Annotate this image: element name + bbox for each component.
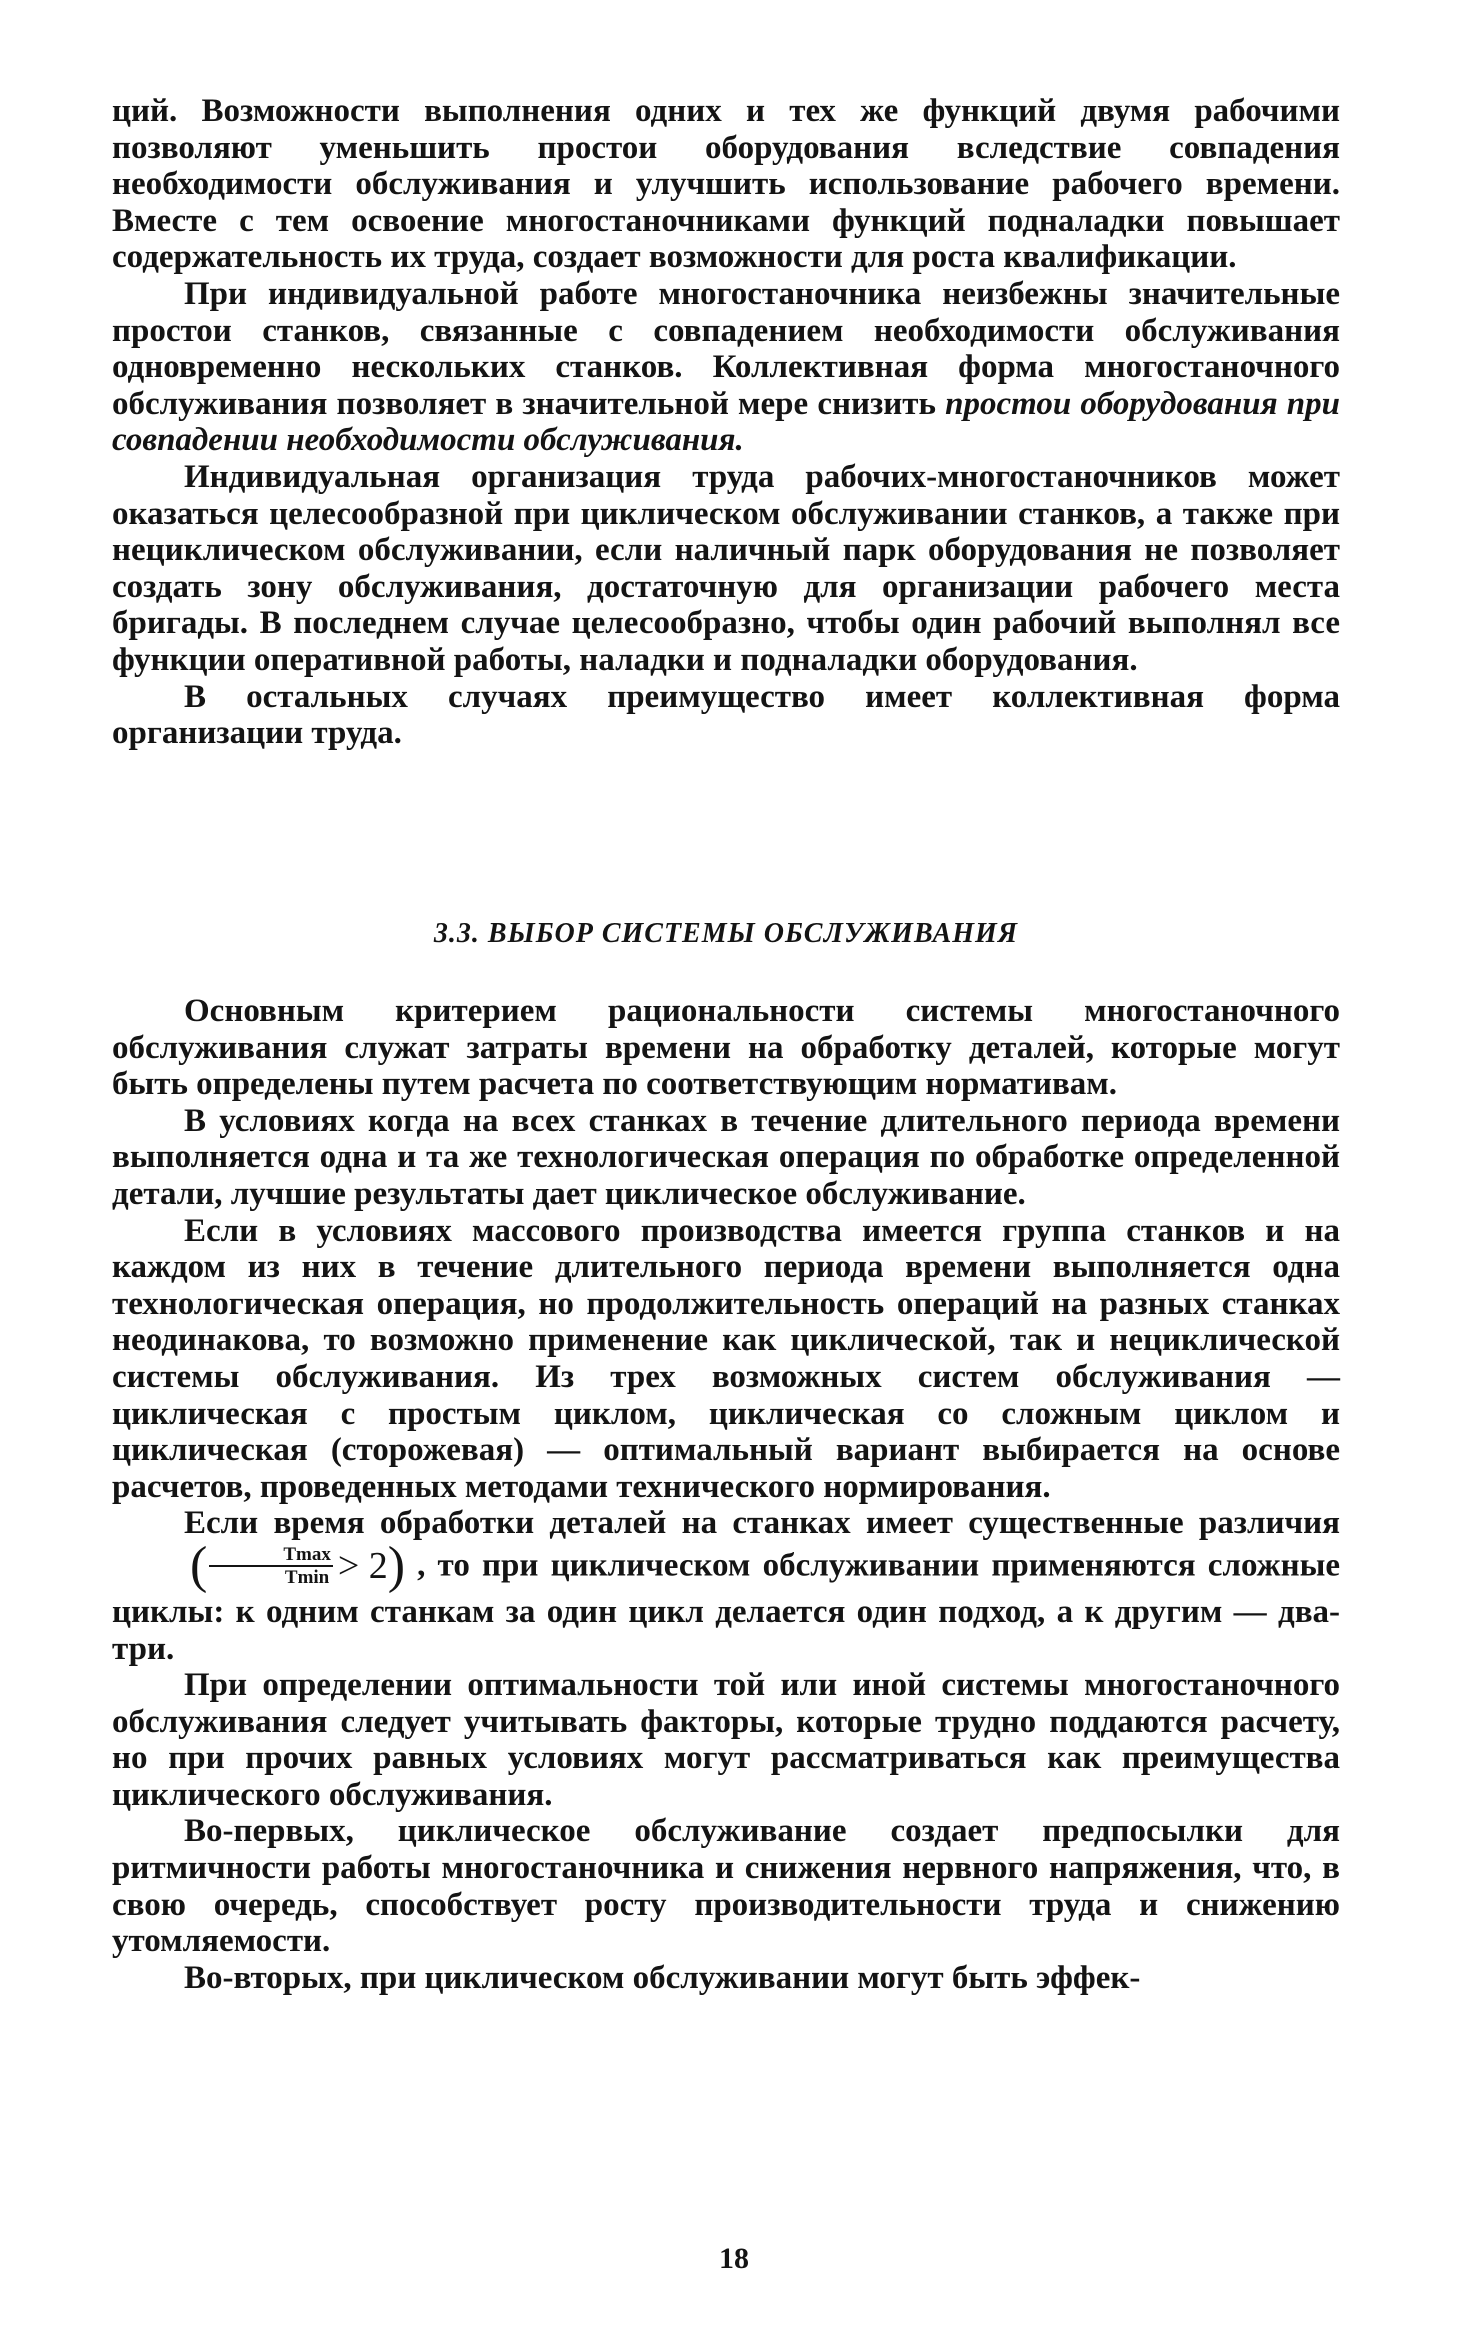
relation: > 2 <box>337 1544 388 1587</box>
paragraph: В условиях когда на всех станках в течение длительного периода времени выполняется одна и та же технологическая операция по обработке определенной детали, лучшие результаты дает цикличеcкое обслуживание. <box>112 1102 1340 1212</box>
fraction-numerator: Tmax <box>209 1544 333 1567</box>
fraction-denominator: Tmin <box>284 1566 330 1588</box>
text-block-top <box>112 93 1340 752</box>
section-heading: 3.3. ВЫБОР СИСТЕМЫ ОБСЛУЖИВАНИЯ <box>433 918 1019 949</box>
ratio-formula <box>118 1536 406 1594</box>
paragraph <box>112 276 1340 459</box>
paragraph-text: Если время обработки деталей на станках имеет существенные различия <box>184 1505 1340 1542</box>
paragraph: В остальных случаях преимущество имеет коллективная форма организации труда. <box>112 678 1340 752</box>
paragraph: При определении оптимальности той или иной системы многостаночного обслуживания следует учитывать факторы, которые трудно поддаются расчету, но при прочих равных условиях могут рассматриваться как преимущества циклического обслуживания. <box>112 1667 1340 1813</box>
right-paren: ) <box>387 1536 406 1594</box>
paragraph-text: , то при циклическом обслуживании применяются сложные циклы: к одним станкам за один цикл делается один подход, а к другим — два-три. <box>112 1547 1340 1667</box>
paragraph: Во-первых, циклическое обслуживание создает предпосылки для ритмичности работы многостаночника и снижения нервного напряжения, что, в свою очередь, способствует росту производительности труда и снижению утомляемости. <box>112 1813 1340 1960</box>
paragraph: Индивидуальная организация труда рабочих-многостаночников может оказаться целесообразной при циклическом обслуживании станков, а также при нециклическом обслуживании, если наличный парк оборудования не позволяет создать зону обслуживания, достаточную для организации рабочего места бригады. В последнем случае целесообразно, чтобы один рабочий выполнял все функции оперативной работы, наладки и подналадки оборудования. <box>112 458 1340 678</box>
paragraph: ций. Возможности выполнения одних и тех же функций двумя рабочими позволяют уменьшить простои оборудования вследствие совпадения необходимости обслуживания и улучшить использование рабочего времени. Вместе с тем освоение многостаночниками функций подналадки повышает содержательность их труда, создает возможности для роста квалификации. <box>112 93 1340 276</box>
formula-paragraph <box>112 1505 1340 1667</box>
paragraph: Основным критерием рациональности системы многостаночного обслуживания служат затраты времени на обработку деталей, которые могут быть определены путем расчета по соответствующим нормативам. <box>112 993 1340 1103</box>
text-block-bottom <box>112 993 1340 1996</box>
italic-text: простои оборудования при совпадении необходимости обслуживания. <box>112 385 1340 459</box>
page-number: 18 <box>719 2242 749 2275</box>
paragraph: Если в условиях массового производства имеется группа станков и на каждом из них в течение длительного периода времени выполняется одна технологическая операция, но продолжительность операций на разных станках неодинакова, то возможно применение как циклической, так и нециклической системы обслуживания. Из трех возможных систем обслуживания — циклическая с простым циклом, циклическая со сложным циклом и циклическая (сторожевая) — оптимальный вариант выбирается на основе расчетов, проведенных методами технического нормирования. <box>112 1212 1340 1505</box>
paragraph: Во-вторых, при циклическом обслуживании могут быть эффек- <box>184 1959 1141 1996</box>
paragraph-text: При индивидуальной работе многостаночника неизбежны значительные простои станков, связанные с совпадением необходимости обслуживания одновременно нескольких станков. Коллективная форма многостаночного обслуживания позволяет в значительной мере снизить <box>112 275 1340 422</box>
left-paren: ( <box>190 1536 208 1594</box>
fraction <box>209 1544 333 1588</box>
